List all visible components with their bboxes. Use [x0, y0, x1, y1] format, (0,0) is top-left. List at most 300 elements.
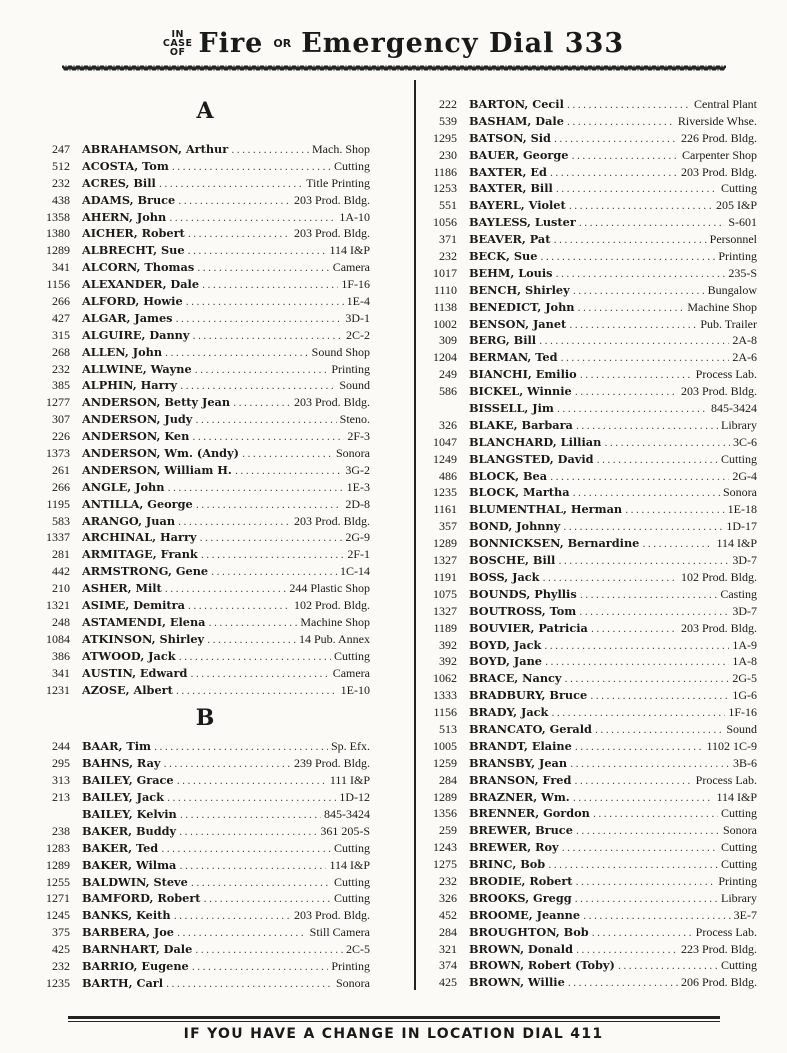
location: Sound: [339, 378, 370, 393]
extension-number: 284: [439, 772, 457, 787]
extension-number: 512: [52, 158, 70, 173]
directory-entry: [427, 417, 757, 434]
extension-number: 425: [439, 975, 457, 990]
directory-entry: [427, 772, 757, 789]
directory-entry: [40, 445, 370, 462]
location: 2A-8: [732, 333, 757, 348]
directory-entry: [40, 394, 370, 411]
directory-entry: [40, 772, 370, 789]
directory-entry: [427, 620, 757, 637]
person-name: AHERN, John: [82, 209, 167, 224]
person-name: BARRIO, Eugene: [82, 958, 189, 973]
location: 3B-6: [733, 755, 757, 770]
directory-entry: [427, 518, 757, 535]
location: 845-3424: [711, 401, 757, 416]
location: 1D-12: [339, 790, 370, 805]
person-name: BROOKS, Gregg: [469, 890, 572, 905]
directory-entry: [427, 957, 757, 974]
extension-number: 1156: [46, 277, 70, 292]
location: Printing: [718, 873, 757, 888]
extension-number: 1295: [433, 130, 457, 145]
directory-entry: [40, 857, 370, 874]
person-name: BROWN, Willie: [469, 975, 565, 990]
location: 3E-7: [733, 907, 757, 922]
directory-entry: [427, 907, 757, 924]
entry-line: [82, 975, 370, 994]
location: 114 I&P: [716, 789, 757, 804]
extension-number: 248: [52, 614, 70, 629]
person-name: ASIME, Demitra: [82, 598, 185, 613]
directory-entry: [40, 738, 370, 755]
location: Cutting: [333, 840, 370, 855]
person-name: BALDWIN, Steve: [82, 874, 188, 889]
extension-number: 1235: [46, 975, 70, 990]
directory-entry: [427, 941, 757, 958]
extension-number: 385: [52, 378, 70, 393]
location: 114 I&P: [329, 857, 370, 872]
location: 1F-16: [728, 705, 757, 720]
location: Cutting: [720, 451, 757, 466]
extension-number: 1289: [46, 243, 70, 258]
location: 2D-8: [345, 496, 370, 511]
extension-number: 438: [52, 192, 70, 207]
extension-number: 1337: [46, 530, 70, 545]
section-letter-a: A: [196, 98, 214, 124]
extension-number: 222: [439, 97, 457, 111]
location: Cutting: [333, 874, 370, 889]
location: 223 Prod. Bldg.: [680, 941, 757, 956]
location: 203 Prod. Bldg.: [293, 908, 370, 923]
person-name: BRANSBY, Jean: [469, 755, 568, 770]
person-name: BONNICKSEN, Bernardine: [469, 536, 640, 551]
location: 1A-10: [339, 209, 370, 224]
directory-entry: [427, 552, 757, 569]
directory-entry: [427, 873, 757, 890]
extension-number: 357: [439, 519, 457, 534]
extension-number: 238: [52, 823, 70, 838]
extension-number: 326: [439, 890, 457, 905]
location: S-601: [728, 215, 757, 230]
location: Cutting: [333, 648, 370, 663]
location: Sp. Efx.: [331, 739, 370, 754]
directory-entry: [40, 890, 370, 907]
extension-number: 1327: [433, 553, 457, 568]
person-name: ASTAMENDI, Elena: [82, 614, 206, 629]
person-name: BAYERL, Violet: [469, 198, 566, 213]
directory-entry: [40, 631, 370, 648]
leader-dots: [568, 976, 678, 993]
extension-number: 539: [439, 113, 457, 128]
directory-entry: [427, 839, 757, 856]
person-name: BAAR, Tim: [82, 739, 151, 754]
header-wavy-rule: [62, 64, 726, 72]
extension-number: 1289: [433, 536, 457, 551]
person-name: BAYLESS, Luster: [469, 215, 576, 230]
directory-entry: [427, 670, 757, 687]
directory-entry: [427, 214, 757, 231]
emergency-dial-label: Emergency Dial 333: [301, 28, 625, 59]
location: 114 I&P: [716, 536, 757, 551]
person-name: BROWN, Donald: [469, 941, 573, 956]
directory-entry: [427, 890, 757, 907]
directory-entry: [427, 687, 757, 704]
location: 3D-1: [345, 310, 370, 325]
location: 1F-16: [341, 277, 370, 292]
person-name: BAILEY, Kelvin: [82, 806, 177, 821]
location: 3D-7: [732, 603, 757, 618]
directory-entry: [427, 535, 757, 552]
directory-entry: [40, 907, 370, 924]
extension-number: 295: [52, 756, 70, 771]
person-name: BANKS, Keith: [82, 908, 171, 923]
directory-entry: [40, 648, 370, 665]
person-name: ATKINSON, Shirley: [82, 631, 205, 646]
person-name: BOYD, Jane: [469, 654, 542, 669]
location: Mach. Shop: [312, 142, 370, 156]
extension-number: 1358: [46, 209, 70, 224]
extension-number: 326: [439, 417, 457, 432]
person-name: BLANCHARD, Lillian: [469, 434, 602, 449]
extension-number: 341: [52, 260, 70, 275]
directory-entry: [427, 147, 757, 164]
directory-entry: [40, 806, 370, 823]
extension-number: 586: [439, 384, 457, 399]
extension-number: 1084: [46, 631, 70, 646]
person-name: ARMSTRONG, Gene: [82, 564, 209, 579]
directory-entry: [427, 197, 757, 214]
location: 1A-9: [732, 637, 757, 652]
person-name: ALEXANDER, Dale: [82, 277, 200, 292]
directory-entry: [427, 316, 757, 333]
person-name: BLOCK, Bea: [469, 468, 548, 483]
extension-number: 313: [52, 773, 70, 788]
directory-entry: [40, 755, 370, 772]
extension-number: 1259: [433, 755, 457, 770]
extension-number: 244: [52, 739, 70, 754]
person-name: BLOCK, Martha: [469, 485, 570, 500]
directory-entry: [427, 653, 757, 670]
directory-entry: [427, 113, 757, 130]
person-name: BREWER, Bruce: [469, 823, 573, 838]
person-name: BAKER, Ted: [82, 840, 159, 855]
left-column: [40, 98, 370, 992]
extension-number: 261: [52, 462, 70, 477]
location: 2A-6: [732, 350, 757, 365]
entry-line: [82, 682, 370, 701]
extension-number: 1289: [46, 857, 70, 872]
directory-entry: [427, 856, 757, 873]
location: Sound: [726, 721, 757, 736]
extension-number: 266: [52, 479, 70, 494]
person-name: ANDERSON, Betty Jean: [82, 395, 231, 410]
extension-number: 1161: [433, 502, 457, 517]
person-name: BOYD, Jack: [469, 637, 542, 652]
location: 1A-8: [732, 654, 757, 669]
leader-dots: [176, 684, 338, 701]
location: Casting: [720, 586, 757, 601]
location: 14 Pub. Annex: [298, 631, 370, 646]
extension-number: 442: [52, 564, 70, 579]
extension-number: 392: [439, 637, 457, 652]
directory-entry: [40, 175, 370, 192]
location: 205 I&P: [715, 198, 757, 213]
person-name: BLANGSTED, David: [469, 451, 594, 466]
directory-entry: [427, 586, 757, 603]
extension-number: 1356: [433, 806, 457, 821]
location: 203 Prod. Bldg.: [293, 226, 370, 241]
extension-number: 232: [52, 361, 70, 376]
extension-number: 374: [439, 958, 457, 973]
extension-number: 266: [52, 294, 70, 309]
location: 1E-10: [340, 682, 370, 697]
person-name: ALGAR, James: [82, 310, 173, 325]
leader-dots: [166, 977, 333, 994]
extension-number: 513: [439, 721, 457, 736]
directory-entry: [40, 874, 370, 891]
location: Cutting: [720, 840, 757, 855]
person-name: BRANDT, Elaine: [469, 738, 572, 753]
location: Printing: [331, 361, 370, 376]
directory-entry: [427, 789, 757, 806]
section-letter-b: B: [195, 705, 215, 732]
location: Cutting: [333, 891, 370, 906]
extension-number: 259: [439, 823, 457, 838]
person-name: AZOSE, Albert: [82, 682, 173, 697]
person-name: BARNHART, Dale: [82, 942, 193, 957]
directory-entry: [40, 361, 370, 378]
directory-entry: [40, 225, 370, 242]
person-name: BARBERA, Joe: [82, 925, 174, 940]
directory-list-b: [40, 738, 370, 991]
extension-number: 1275: [433, 857, 457, 872]
person-name: ANDERSON, William H.: [82, 462, 232, 477]
extension-number: 1245: [46, 908, 70, 923]
location: 203 Prod. Bldg.: [680, 620, 757, 635]
extension-number: 1373: [46, 446, 70, 461]
extension-number: 425: [52, 942, 70, 957]
directory-entry: [427, 130, 757, 147]
location: Cutting: [720, 958, 757, 973]
extension-number: 386: [52, 648, 70, 663]
person-name: ABRAHAMSON, Arthur: [82, 142, 229, 156]
location: Bungalow: [707, 282, 757, 297]
person-name: BROOME, Jeanne: [469, 907, 581, 922]
location: Printing: [331, 958, 370, 973]
extension-number: 1255: [46, 874, 70, 889]
location: 2G-4: [732, 468, 757, 483]
directory-entry: [427, 721, 757, 738]
directory-entry: [427, 569, 757, 586]
person-name: BAMFORD, Robert: [82, 891, 201, 906]
location: 2C-2: [346, 327, 370, 342]
person-name: BAKER, Wilma: [82, 857, 177, 872]
extension-number: 1138: [433, 299, 457, 314]
extension-number: 309: [439, 333, 457, 348]
location: 206 Prod. Bldg.: [680, 975, 757, 990]
extension-number: 226: [52, 429, 70, 444]
extension-number: 284: [439, 924, 457, 939]
location: 102 Prod. Bldg.: [293, 598, 370, 613]
directory-entry: [427, 755, 757, 772]
directory-entry: [427, 231, 757, 248]
person-name: BARTON, Cecil: [469, 97, 564, 111]
person-name: BRANCATO, Gerald: [469, 721, 592, 736]
location: 235-S: [728, 265, 757, 280]
emergency-header: [0, 22, 787, 62]
person-name: BOSS, Jack: [469, 569, 540, 584]
person-name: BERMAN, Ted: [469, 350, 558, 365]
directory-entry: [40, 789, 370, 806]
extension-number: 1289: [433, 789, 457, 804]
directory-entry: [427, 738, 757, 755]
extension-number: 230: [439, 147, 457, 162]
person-name: BRENNER, Gordon: [469, 806, 590, 821]
directory-entry: [40, 614, 370, 631]
extension-number: 1075: [433, 586, 457, 601]
location: Cutting: [720, 181, 757, 196]
person-name: BATSON, Sid: [469, 130, 551, 145]
directory-entry: [427, 603, 757, 620]
directory-entry: [427, 434, 757, 451]
location: Camera: [332, 260, 370, 275]
location-change-footer: IF YOU HAVE A CHANGE IN LOCATION DIAL 411: [183, 1026, 604, 1042]
location: 2G-9: [345, 530, 370, 545]
location: 1E-18: [727, 502, 757, 517]
location: Sonora: [336, 975, 370, 990]
person-name: ANDERSON, Wm. (Andy): [82, 446, 239, 461]
location: Sonora: [723, 485, 757, 500]
directory-entry: [40, 259, 370, 276]
location: Sonora: [723, 823, 757, 838]
directory-entry: [427, 637, 757, 654]
directory-entry: [40, 479, 370, 496]
person-name: BRANSON, Fred: [469, 772, 572, 787]
directory-entry: [40, 158, 370, 175]
directory-entry: [427, 96, 757, 113]
directory-list-b-continued: [427, 96, 757, 991]
directory-entry: [427, 265, 757, 282]
extension-number: 1056: [433, 215, 457, 230]
extension-number: 375: [52, 925, 70, 940]
person-name: BEHM, Louis: [469, 265, 553, 280]
location: 244 Plastic Shop: [289, 581, 370, 596]
directory-entry: [427, 704, 757, 721]
extension-number: 281: [52, 547, 70, 562]
extension-number: 551: [439, 198, 457, 213]
location: 3D-7: [732, 553, 757, 568]
directory-entry: [40, 513, 370, 530]
directory-entry: [40, 682, 370, 699]
person-name: ALLEN, John: [82, 344, 163, 359]
location: Machine Shop: [687, 299, 757, 314]
location: 2F-3: [347, 429, 370, 444]
location: Riverside Whse.: [677, 113, 757, 128]
location: 2G-5: [732, 671, 757, 686]
extension-number: 232: [52, 175, 70, 190]
location: 111 I&P: [329, 773, 370, 788]
extension-number: 268: [52, 344, 70, 359]
person-name: BRACE, Nancy: [469, 671, 562, 686]
person-name: BRODIE, Robert: [469, 873, 573, 888]
extension-number: 1380: [46, 226, 70, 241]
person-name: ADAMS, Bruce: [82, 192, 176, 207]
extension-number: 1062: [433, 671, 457, 686]
location: Pub. Trailer: [700, 316, 757, 331]
directory-entry: [40, 141, 370, 158]
person-name: ATWOOD, Jack: [82, 648, 176, 663]
directory-entry: [40, 975, 370, 992]
person-name: BOUVIER, Patricia: [469, 620, 588, 635]
location: 3C-6: [733, 434, 757, 449]
extension-number: 1235: [433, 485, 457, 500]
directory-entry: [427, 501, 757, 518]
location: Carpenter Shop: [682, 147, 757, 162]
extension-number: 583: [52, 513, 70, 528]
person-name: BAILEY, Jack: [82, 790, 164, 805]
location: Cutting: [333, 158, 370, 173]
extension-number: 1283: [46, 840, 70, 855]
person-name: BLUMENTHAL, Herman: [469, 502, 623, 517]
location: 2F-1: [347, 547, 370, 562]
directory-entry: [427, 805, 757, 822]
person-name: BENEDICT, John: [469, 299, 575, 314]
extension-number: 247: [52, 142, 70, 156]
location: 114 I&P: [329, 243, 370, 258]
extension-number: 249: [439, 367, 457, 382]
extension-number: 1327: [433, 603, 457, 618]
person-name: AUSTIN, Edward: [82, 665, 188, 680]
location: Sound Shop: [311, 344, 370, 359]
directory-entry: [427, 468, 757, 485]
extension-number: 371: [439, 232, 457, 247]
location: Process Lab.: [695, 772, 757, 787]
directory-entry: [427, 822, 757, 839]
person-name: BROWN, Robert (Toby): [469, 958, 615, 973]
extension-number: 341: [52, 665, 70, 680]
extension-number: 1271: [46, 891, 70, 906]
directory-entry: [427, 248, 757, 265]
extension-number: 232: [52, 958, 70, 973]
directory-entry: [427, 484, 757, 501]
extension-number: 213: [52, 790, 70, 805]
person-name: BECK, Sue: [469, 249, 538, 264]
directory-entry: [40, 529, 370, 546]
directory-entry: [40, 327, 370, 344]
location: 1102 1C-9: [706, 738, 757, 753]
directory-entry: [427, 400, 757, 417]
extension-number: 1321: [46, 598, 70, 613]
location: Personnel: [709, 232, 757, 247]
location: 3G-2: [345, 462, 370, 477]
person-name: ASHER, Milt: [82, 581, 162, 596]
person-name: BROUGHTON, Bob: [469, 924, 589, 939]
extension-number: 1002: [433, 316, 457, 331]
person-name: BASHAM, Dale: [469, 113, 564, 128]
location: Machine Shop: [300, 614, 370, 629]
directory-entry: [427, 299, 757, 316]
person-name: ANDERSON, Judy: [82, 412, 193, 427]
location: 1C-14: [340, 564, 370, 579]
person-name: ARMITAGE, Frank: [82, 547, 198, 562]
directory-entry: [40, 310, 370, 327]
person-name: BEAVER, Pat: [469, 232, 551, 247]
directory-entry: [427, 282, 757, 299]
directory-entry: [427, 451, 757, 468]
extension-number: 1231: [46, 682, 70, 697]
location: 361 205-S: [320, 823, 370, 838]
directory-entry: [40, 428, 370, 445]
person-name: ALCORN, Thomas: [82, 260, 195, 275]
